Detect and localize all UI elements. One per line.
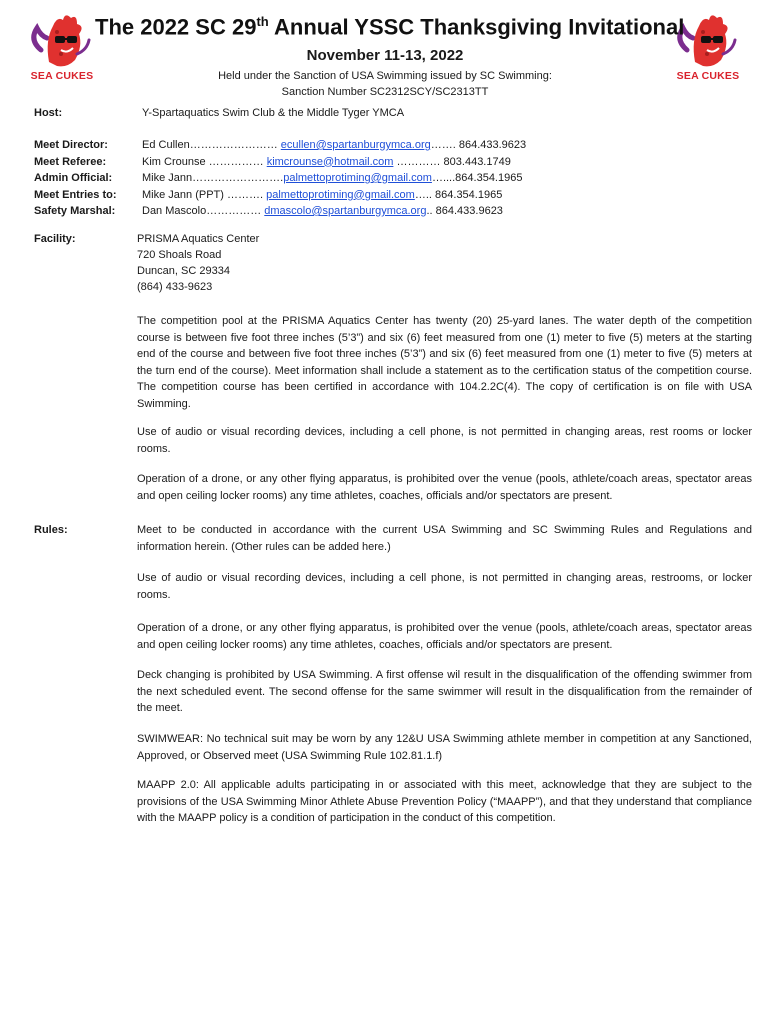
rules-paragraph-recording: Use of audio or visual recording devices, including a cell phone, is not permitted in changing areas, restrooms, or locker rooms. [137,572,752,601]
contact-row [142,203,526,220]
contact-phone: 803.443.1749 [443,155,511,168]
rules-label: Rules: [34,524,68,536]
leader-dots: ………… [393,155,441,168]
contact-email-link[interactable]: dmascolo@spartanburgymca.org [264,205,427,217]
contact-phone: 864.354.1965 [435,188,503,201]
facility-paragraph-recording: Use of audio or visual recording devices, including a cell phone, is not permitted in changing areas, rest rooms or locker rooms. [137,426,752,455]
contact-row [142,154,526,171]
contact-name: Kim Crounse [142,155,206,168]
contact-label: Safety Marshal: [34,205,116,217]
leader-dots: ….... [431,172,456,184]
leader-dots: ……………………. [192,172,284,184]
facility-label: Facility: [34,233,76,245]
contact-label: Meet Referee: [34,155,107,168]
rules-paragraph-deck-changing: Deck changing is prohibited by USA Swimming. A first offense wil result in the disqualification of the offending swimmer from the next scheduled event. The second offense for the same swimmer will result in the disqualification from the remainder of the meet. [137,669,752,714]
leader-dots: ….. [414,188,432,201]
facility-city: Duncan, SC 29334 [137,265,230,277]
sanction-info [0,68,770,100]
facility-paragraph-pool: The competition pool at the PRISMA Aquatics Center has twenty (20) 25-yard lanes. The water depth of the competition course is between five foot three inches (5’3”) and six (6) feet measured from one (1) meter to five (5) meters at the starting end of the course and between five foot three inches (5’3”) and six (6) feet measured from one (1) meter to five (5) meters at the turn end of the course). Meet information shall include a statement as to the certification status of the competition course. The competition course has been certified in accordance with 104.2.2C(4). The copy of certification is on file with USA Swimming. [137,315,752,410]
contact-name: Dan Mascolo [142,205,207,217]
contact-phone: 864.433.9623 [435,205,503,217]
facility-street: 720 Shoals Road [137,249,222,261]
host-label: Host: [34,107,63,119]
contact-email-link[interactable]: palmettoprotiming@gmail.com [283,172,432,184]
sanction-line-1: Held under the Sanction of USA Swimming issued by SC Swimming: [218,70,552,82]
facility-phone: (864) 433-9623 [137,281,213,293]
contact-label: Meet Entries to: [34,188,117,201]
page-title [95,14,685,40]
leader-dots: ……. [430,139,456,151]
title-pre: The 2022 SC 29 [95,14,257,40]
rules-paragraph-maapp: MAAPP 2.0: All applicable adults participating in or associated with this meet, acknowledge that they are subject to the provisions of the USA Swimming Minor Athlete Abuse Prevention Policy (“MAAPP”), and that they understand that compliance with the MAAPP policy is a condition of participation in the conduct of this competition. [137,779,752,824]
contact-email-link[interactable]: palmettoprotiming@gmail.com [266,188,415,201]
logo-text: SEA CUKES [676,70,740,82]
contact-email-link[interactable]: ecullen@spartanburgymca.org [280,139,431,151]
contact-phone: 864.354.1965 [455,172,523,184]
leader-dots: …………… [205,155,264,168]
rules-paragraph-swimwear: SWIMWEAR: No technical suit may be worn by any 12&U USA Swimming athlete member in competition at any Sanctioned, Approved, or Observed meet (USA Swimming Rule 102.81.1.f) [137,733,752,762]
contact-name: Mike Jann (PPT) [142,188,224,201]
meet-dates: November 11-13, 2022 [306,47,464,64]
leader-dots: .. [426,205,433,217]
contact-name: Ed Cullen [142,139,190,151]
contact-email-link[interactable]: kimcrounse@hotmail.com [266,155,394,168]
rules-paragraph-conduct: Meet to be conducted in accordance with the current USA Swimming and SC Swimming Rules and Regulations and information herein. (Other rules can be added here.) [137,524,752,553]
contact-phone: 864.433.9623 [458,139,527,151]
contact-label: Admin Official: [34,172,113,184]
facility-address [137,231,259,295]
contact-list [142,137,526,220]
host-value: Y-Spartaquatics Swim Club & the Middle Tyger YMCA [142,107,405,119]
contact-labels [34,137,134,220]
facility-paragraph-drone: Operation of a drone, or any other flying apparatus, is prohibited over the venue (pools, athlete/coach areas, spectator areas and open ceiling locker rooms) any time athletes, coaches, officials and/or spectators are present. [137,473,752,502]
contact-row [142,170,526,187]
facility-name: PRISMA Aquatics Center [137,233,260,245]
leader-dots: ………. [223,188,264,201]
title-post: Annual YSSC Thanksgiving Invitational [268,14,685,40]
contact-row [142,187,526,204]
rules-paragraph-drone: Operation of a drone, or any other flying apparatus, is prohibited over the venue (pools, athlete/coach areas, spectator areas and open ceiling locker rooms) any time athletes, coaches, officials and/or spectators are present. [137,622,752,651]
contact-label: Meet Director: [34,139,108,151]
leader-dots: …………… [206,205,262,217]
logo-text: SEA CUKES [30,70,94,82]
sanction-line-2: Sanction Number SC2312SCY/SC2313TT [281,86,489,98]
contact-row [142,137,526,154]
title-sup: th [256,14,269,29]
contact-name: Mike Jann [142,172,193,184]
leader-dots: …………………… [189,139,278,151]
